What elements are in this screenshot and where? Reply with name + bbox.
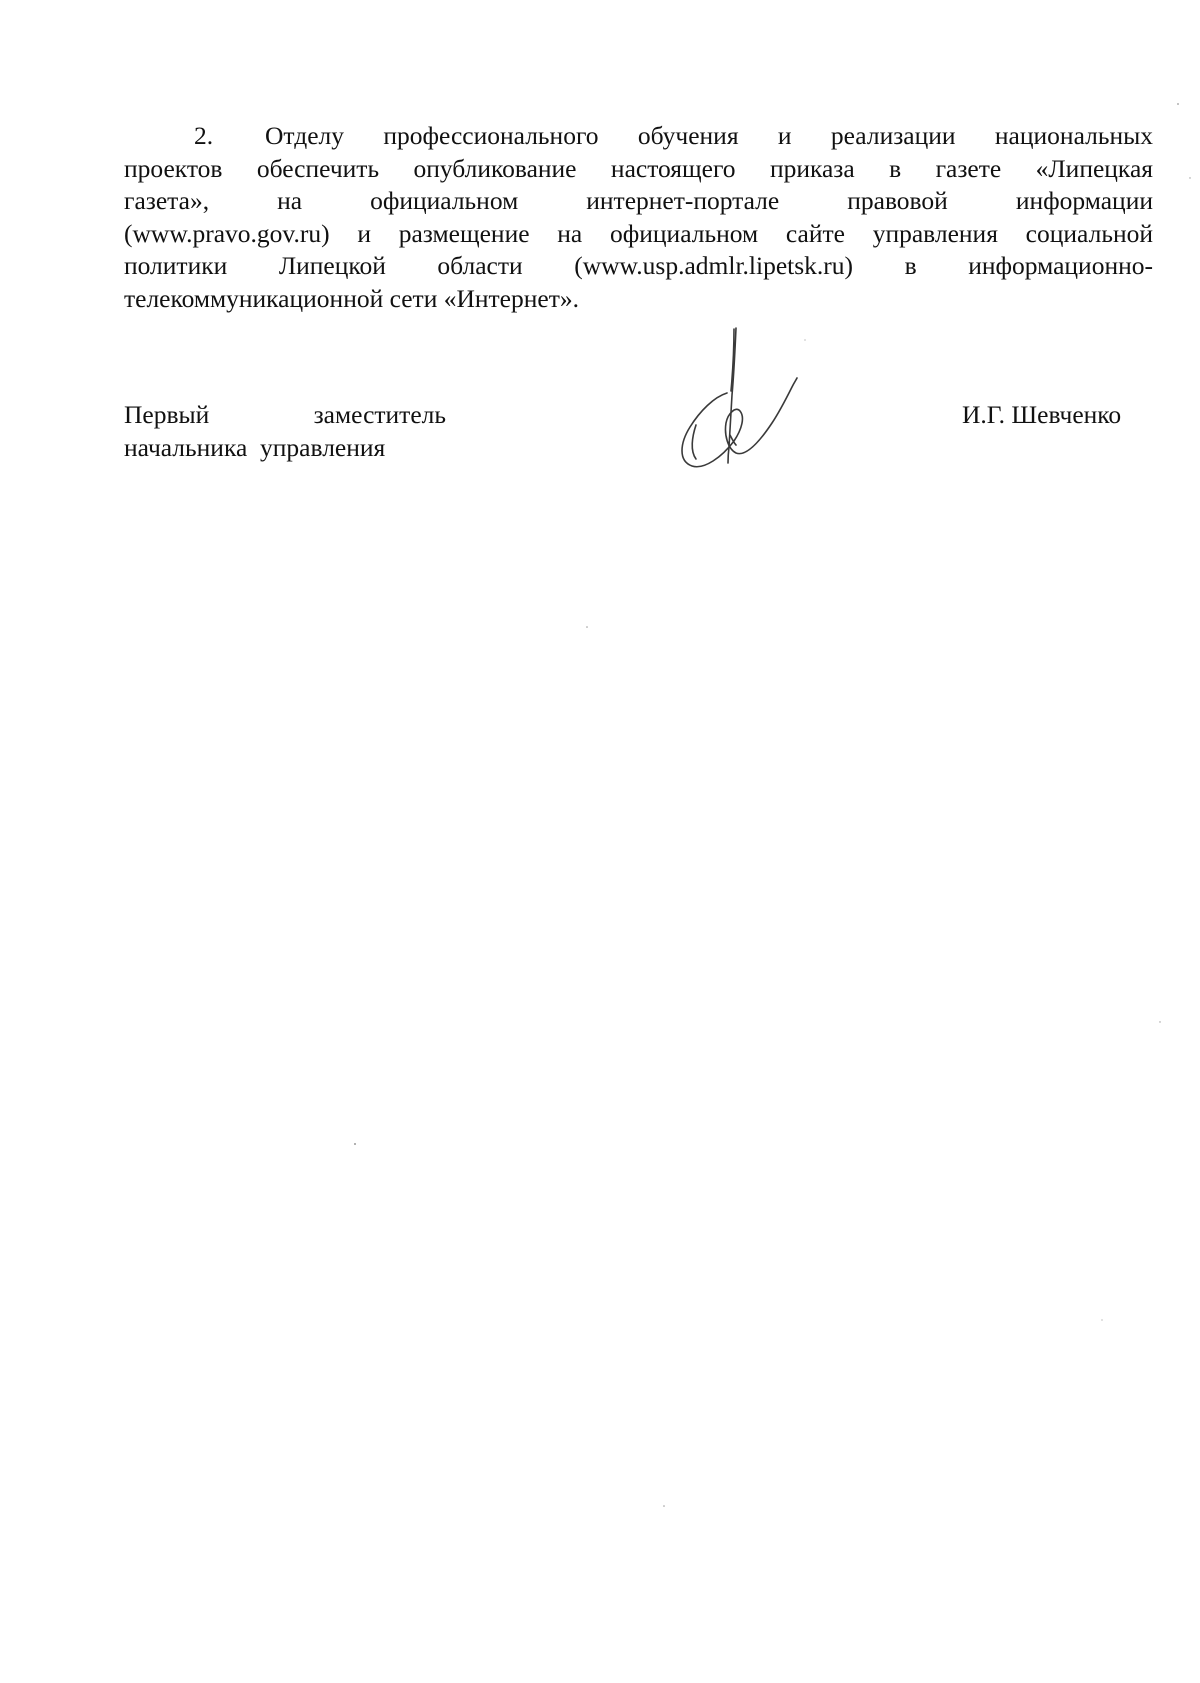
paragraph-line: (www.pravo.gov.ru) и размещение на официальном сайте управления социальной bbox=[124, 218, 1153, 248]
signatory-position-line-2: начальника управления bbox=[124, 433, 386, 462]
signatory-position bbox=[124, 398, 446, 464]
signatory-name: И.Г. Шевченко bbox=[962, 400, 1122, 429]
paragraph-line: газета», на официальном интернет-портале правовой информации bbox=[124, 186, 1153, 215]
paragraph-line: проектов обеспечить опубликование настоящего приказа в газете «Липецкая bbox=[124, 153, 1153, 183]
paragraph-line: политики Липецкой области (www.usp.admlr.lipetsk.ru) в информационно- bbox=[124, 251, 1153, 280]
paragraph-line: телекоммуникационной сети «Интернет». bbox=[124, 283, 579, 313]
signatory-position-word: Первый bbox=[124, 400, 210, 429]
handwritten-signature bbox=[670, 325, 800, 485]
paragraph-line-text: Отделу профессионального обучения и реализации национальных bbox=[265, 121, 1153, 150]
paragraph-number: 2. bbox=[194, 121, 214, 150]
signatory-position-line-1 bbox=[124, 398, 446, 431]
paragraph-2 bbox=[124, 120, 1153, 315]
paragraph-line bbox=[124, 120, 1153, 153]
signatory-position-word: заместитель bbox=[313, 400, 446, 429]
